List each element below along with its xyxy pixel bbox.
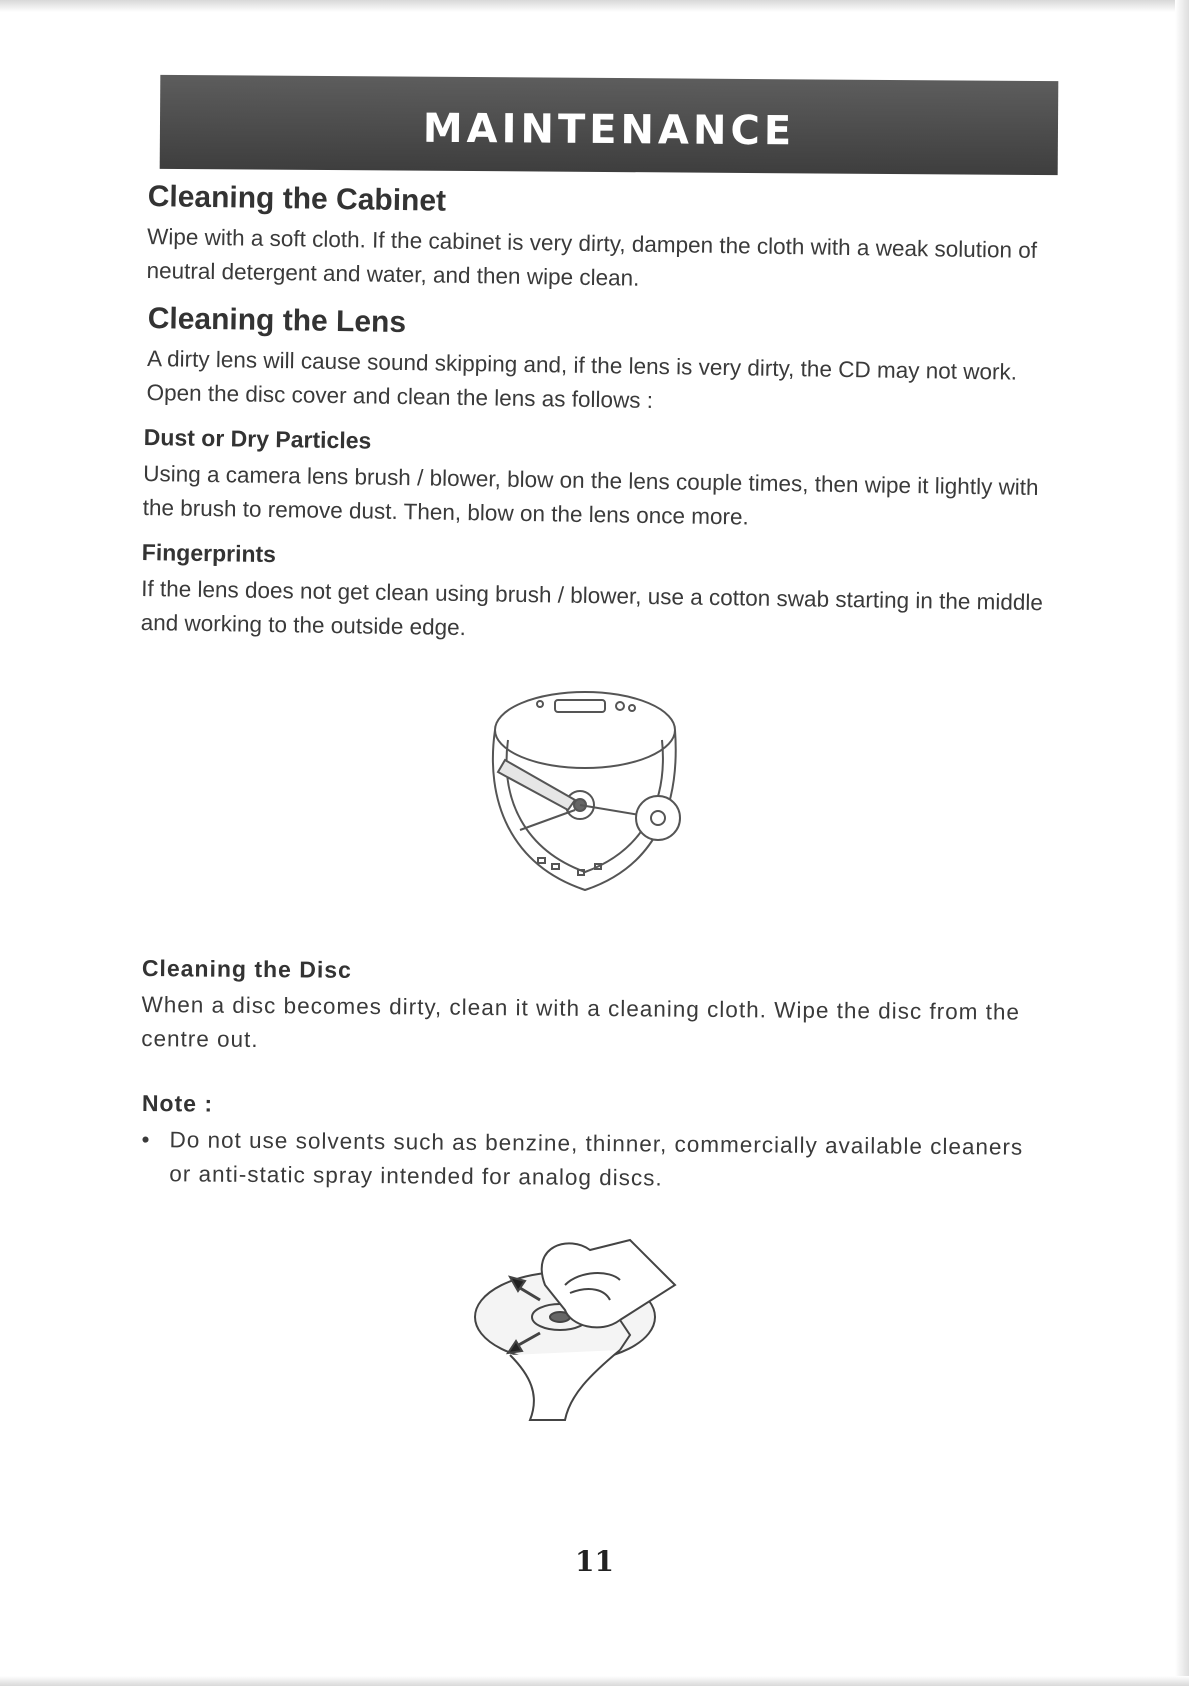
fingerprints-text: If the lens does not get clean using brush / blower, use a cotton swab starting in the middle and working to the outside edge. xyxy=(140,575,1044,641)
disc-text: When a disc becomes dirty, clean it with a cleaning cloth. Wipe the disc from the centre out. xyxy=(141,991,1021,1053)
page-edge-top xyxy=(0,0,1189,12)
blower-bulb xyxy=(636,796,680,840)
section-cleaning-lens xyxy=(146,302,1053,424)
dust-text: Using a camera lens brush / blower, blow on the lens couple times, then wipe it lightly with the brush to remove dust. Then, blow on the lens once more. xyxy=(142,460,1039,530)
section-cleaning-disc xyxy=(141,955,1047,1064)
note-item xyxy=(141,1123,1047,1199)
page-edge-right xyxy=(1175,0,1189,1686)
player-lid xyxy=(495,692,675,768)
note-list xyxy=(141,1123,1047,1199)
section-dust-particles xyxy=(142,424,1048,539)
page-number: 11 xyxy=(575,1545,614,1578)
section-note xyxy=(141,1090,1047,1199)
banner-title: MAINTENANCE xyxy=(422,105,796,155)
page-content xyxy=(140,180,1053,641)
page-content-lower xyxy=(142,955,1047,1191)
section-fingerprints xyxy=(140,539,1046,654)
disc-cleaning-illustration xyxy=(470,1225,720,1425)
note-text: Do not use solvents such as benzine, thinner, commercially available cleaners or anti-static spray intended for analog discs. xyxy=(169,1127,1024,1191)
cabinet-text: Wipe with a soft cloth. If the cabinet is very dirty, dampen the cloth with a weak solution of neutral detergent and water, and then wipe clean. xyxy=(146,223,1038,291)
fingerprints-heading: Fingerprints xyxy=(141,539,277,568)
bullet-icon: • xyxy=(141,1126,150,1153)
note-heading: Note : xyxy=(141,1090,214,1117)
cabinet-heading: Cleaning the Cabinet xyxy=(147,180,447,218)
cd-player-lens-illustration xyxy=(480,680,690,905)
lens-text: A dirty lens will cause sound skipping and, if the lens is very dirty, the CD may not work. Open the disc cover and clean the lens as follows : xyxy=(146,345,1018,413)
holding-hand xyxy=(510,1350,620,1420)
lens-heading: Cleaning the Lens xyxy=(147,302,407,340)
disc-heading: Cleaning the Disc xyxy=(141,955,352,983)
maintenance-banner xyxy=(160,75,1059,175)
dust-heading: Dust or Dry Particles xyxy=(143,424,372,454)
section-cleaning-cabinet xyxy=(146,180,1053,302)
page-edge-bottom xyxy=(0,1676,1189,1686)
